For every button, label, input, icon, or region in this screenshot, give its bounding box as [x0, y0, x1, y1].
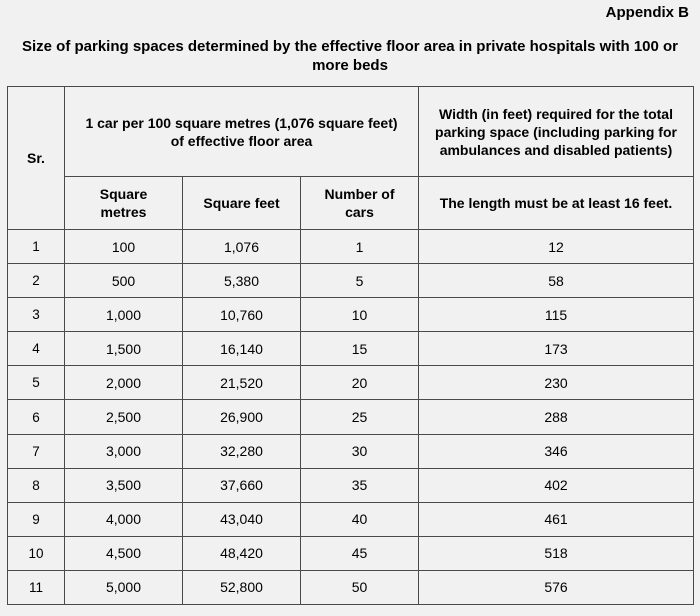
cell-square-metres: 2,500 — [65, 400, 183, 434]
title-line-1: Size of parking spaces determined by the effective floor area in private hospitals with 100 or — [21, 38, 679, 55]
cell-square-metres: 4,000 — [65, 502, 183, 536]
cell-square-metres: 5,000 — [65, 570, 183, 604]
table-row — [8, 400, 694, 434]
cell-square-feet: 52,800 — [183, 570, 301, 604]
cell-width: 58 — [419, 264, 694, 298]
cell-sr: 9 — [8, 502, 65, 536]
cell-width: 230 — [419, 366, 694, 400]
cell-sr: 5 — [8, 366, 65, 400]
appendix-label: Appendix B — [605, 4, 689, 21]
cell-sr: 4 — [8, 332, 65, 366]
cell-square-metres: 2,000 — [65, 366, 183, 400]
cell-width: 402 — [419, 468, 694, 502]
cell-square-feet: 21,520 — [183, 366, 301, 400]
cell-number-of-cars: 50 — [301, 570, 419, 604]
cell-width: 115 — [419, 298, 694, 332]
cell-square-feet: 37,660 — [183, 468, 301, 502]
table-body — [8, 230, 694, 605]
cell-width: 12 — [419, 230, 694, 264]
cell-number-of-cars: 45 — [301, 536, 419, 570]
cell-square-metres: 4,500 — [65, 536, 183, 570]
table-row — [8, 570, 694, 604]
header-number-of-cars: Number of cars — [301, 177, 419, 230]
table-row — [8, 298, 694, 332]
table-row — [8, 502, 694, 536]
cell-width: 173 — [419, 332, 694, 366]
cell-square-metres: 3,000 — [65, 434, 183, 468]
cell-square-feet: 32,280 — [183, 434, 301, 468]
cell-number-of-cars: 30 — [301, 434, 419, 468]
cell-sr: 8 — [8, 468, 65, 502]
cell-width: 288 — [419, 400, 694, 434]
table-row — [8, 434, 694, 468]
title-line-2: more beds — [312, 57, 388, 74]
cell-sr: 10 — [8, 536, 65, 570]
header-square-feet: Square feet — [183, 177, 301, 230]
cell-number-of-cars: 10 — [301, 298, 419, 332]
cell-sr: 6 — [8, 400, 65, 434]
cell-square-feet: 1,076 — [183, 230, 301, 264]
cell-square-metres: 1,500 — [65, 332, 183, 366]
page-title — [0, 37, 700, 75]
cell-number-of-cars: 40 — [301, 502, 419, 536]
table-row — [8, 332, 694, 366]
header-group: 1 car per 100 square metres (1,076 square feet) of effective floor area — [65, 87, 419, 177]
cell-square-metres: 1,000 — [65, 298, 183, 332]
cell-sr: 1 — [8, 230, 65, 264]
parking-table — [7, 86, 694, 605]
cell-square-feet: 48,420 — [183, 536, 301, 570]
cell-number-of-cars: 20 — [301, 366, 419, 400]
table-row — [8, 264, 694, 298]
cell-square-feet: 43,040 — [183, 502, 301, 536]
cell-number-of-cars: 35 — [301, 468, 419, 502]
cell-number-of-cars: 1 — [301, 230, 419, 264]
cell-sr: 3 — [8, 298, 65, 332]
cell-width: 461 — [419, 502, 694, 536]
header-sr: Sr. — [8, 87, 65, 230]
header-square-metres: Square metres — [65, 177, 183, 230]
cell-width: 346 — [419, 434, 694, 468]
header-width: Width (in feet) required for the total parking space (including parking for ambulances and disabled patients) — [419, 87, 694, 177]
cell-square-feet: 5,380 — [183, 264, 301, 298]
table-row — [8, 230, 694, 264]
cell-number-of-cars: 25 — [301, 400, 419, 434]
cell-number-of-cars: 5 — [301, 264, 419, 298]
cell-square-feet: 16,140 — [183, 332, 301, 366]
cell-square-feet: 10,760 — [183, 298, 301, 332]
table-row — [8, 468, 694, 502]
cell-width: 518 — [419, 536, 694, 570]
cell-sr: 7 — [8, 434, 65, 468]
cell-square-metres: 100 — [65, 230, 183, 264]
header-length-note: The length must be at least 16 feet. — [419, 177, 694, 230]
cell-number-of-cars: 15 — [301, 332, 419, 366]
table-row — [8, 366, 694, 400]
cell-square-metres: 500 — [65, 264, 183, 298]
cell-square-metres: 3,500 — [65, 468, 183, 502]
cell-square-feet: 26,900 — [183, 400, 301, 434]
cell-sr: 2 — [8, 264, 65, 298]
cell-width: 576 — [419, 570, 694, 604]
cell-sr: 11 — [8, 570, 65, 604]
table-row — [8, 536, 694, 570]
